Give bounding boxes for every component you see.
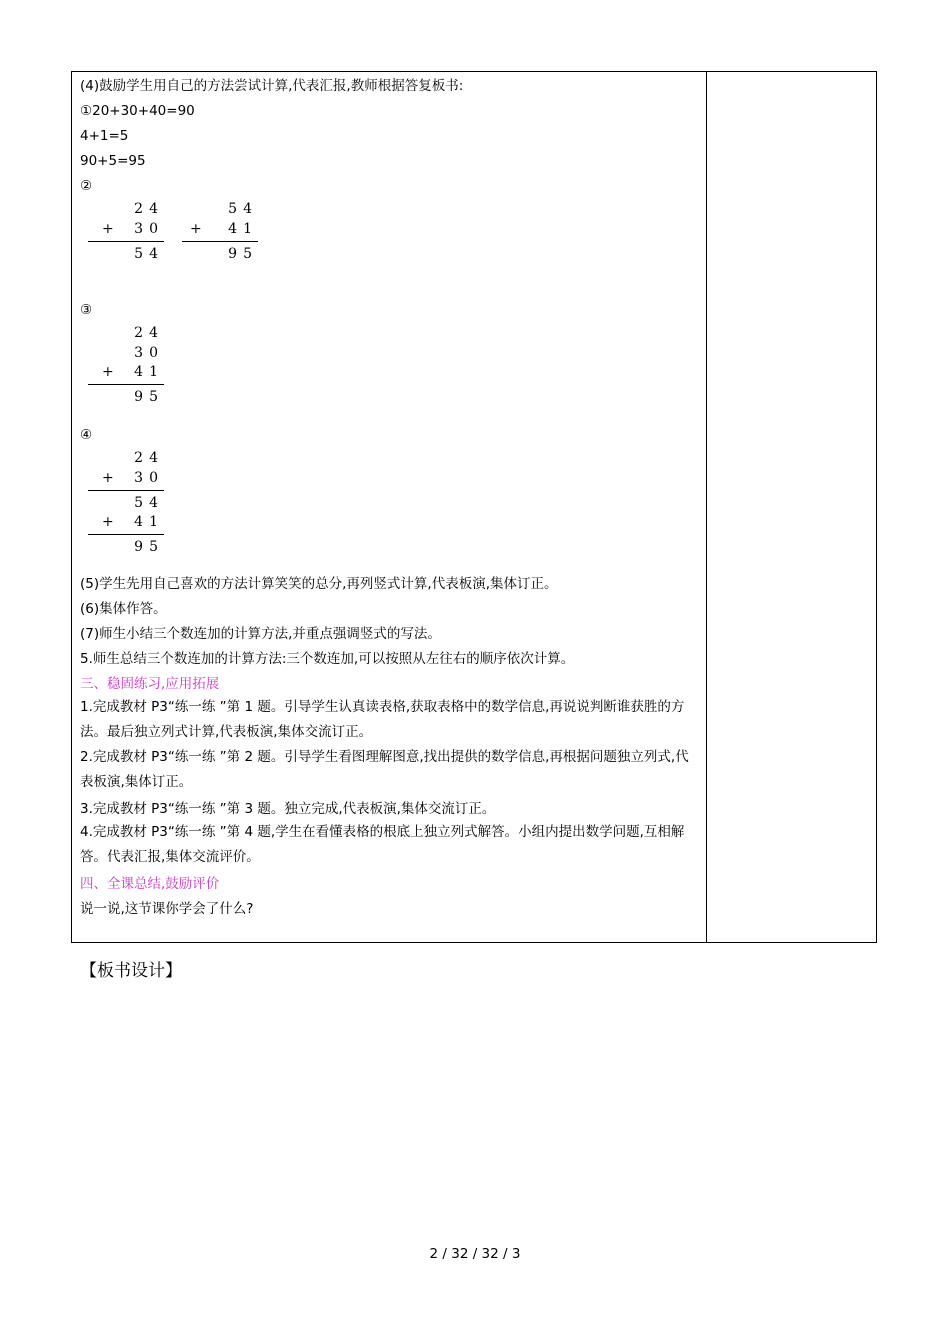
sum-rule [88, 241, 164, 242]
calc-partial-sum: 54 [134, 495, 164, 511]
lesson-table [71, 71, 877, 943]
method1-line3: 90+5=95 [80, 153, 146, 169]
plus-sign: + [102, 364, 114, 380]
plus-sign: + [102, 470, 114, 486]
summary5: 5.师生总结三个数连加的计算方法:三个数连加,可以按照从左往右的顺序依次计算。 [80, 651, 575, 667]
step4-intro: (4)鼓励学生用自己的方法尝试计算,代表汇报,教师根据答复板书: [80, 78, 464, 94]
vertical-calc-2a [88, 200, 164, 264]
sum-rule [182, 241, 258, 242]
page-number: 2 / 32 / 32 / 3 [429, 1246, 521, 1262]
method1-line1: ①20+30+40=90 [80, 103, 195, 119]
section4-heading: 四、全课总结,鼓励评价 [80, 876, 220, 892]
section3-heading: 三、稳固练习,应用拓展 [80, 676, 220, 692]
sum-rule [88, 490, 164, 491]
calc-operand: 24 [134, 325, 164, 341]
calc-sum: 54 [134, 246, 164, 262]
board-design-title: 【板书设计】 [80, 961, 182, 981]
plus-sign: + [102, 514, 114, 530]
vertical-calc-4 [88, 449, 164, 557]
calc-sum: 95 [228, 246, 258, 262]
step7: (7)师生小结三个数连加的计算方法,并重点强调竖式的写法。 [80, 626, 441, 642]
vertical-calc-2b [182, 200, 258, 264]
sum-rule [88, 534, 164, 535]
vertical-calc-3 [88, 324, 164, 408]
method3-label: ③ [80, 302, 93, 318]
calc-sum: 95 [134, 539, 164, 555]
practice4: 4.完成教材 P3“练一练 ”第 4 题,学生在看懂表格的根底上独立列式解答。小组内提出数学问题,互相解答。代表汇报,集体交流评价。 [80, 824, 685, 865]
calc-operand: 30 [134, 470, 164, 486]
calc-operand: 30 [134, 221, 164, 237]
calc-sum: 95 [134, 389, 164, 405]
column-divider [706, 72, 707, 942]
step6: (6)集体作答。 [80, 601, 167, 617]
calc-operand: 54 [228, 201, 258, 217]
calc-operand: 24 [134, 450, 164, 466]
method1-line2: 4+1=5 [80, 128, 129, 144]
calc-operand: 41 [134, 514, 164, 530]
step5: (5)学生先用自己喜欢的方法计算笑笑的总分,再列竖式计算,代表板演,集体订正。 [80, 576, 558, 592]
method4-label: ④ [80, 427, 93, 443]
calc-operand: 24 [134, 201, 164, 217]
method2-label: ② [80, 178, 93, 194]
sum-rule [88, 384, 164, 385]
calc-operand: 41 [134, 364, 164, 380]
closing-question: 说一说,这节课你学会了什么? [80, 901, 254, 917]
practice1: 1.完成教材 P3“练一练 ”第 1 题。引导学生认真读表格,获取表格中的数学信息,再说说判断谁获胜的方法。最后独立列式计算,代表板演,集体交流订正。 [80, 699, 685, 740]
practice3: 3.完成教材 P3“练一练 ”第 3 题。独立完成,代表板演,集体交流订正。 [80, 801, 496, 817]
calc-operand: 30 [134, 345, 164, 361]
plus-sign: + [190, 221, 202, 237]
practice2: 2.完成教材 P3“练一练 ”第 2 题。引导学生看图理解图意,找出提供的数学信息,再根据问题独立列式,代表板演,集体订正。 [80, 749, 689, 790]
plus-sign: + [102, 221, 114, 237]
calc-operand: 41 [228, 221, 258, 237]
